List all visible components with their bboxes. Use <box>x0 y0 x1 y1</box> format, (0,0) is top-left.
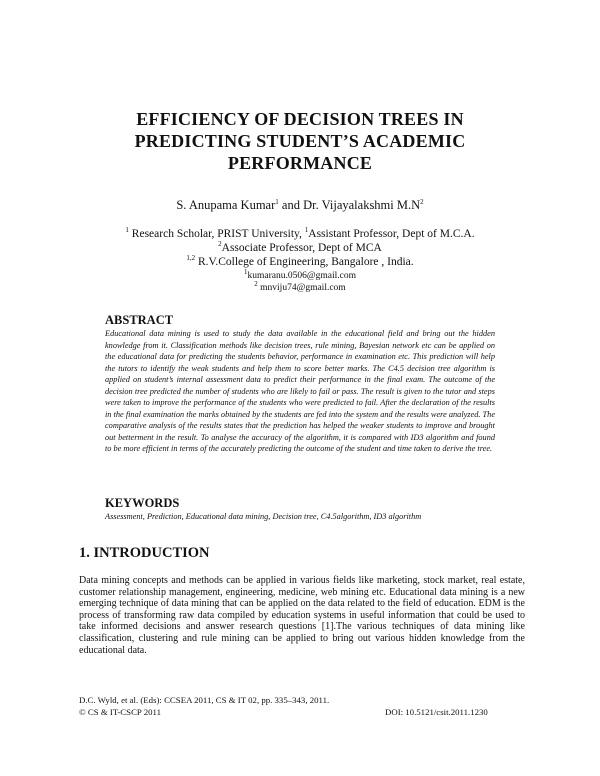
author-1: S. Anupama Kumar <box>176 198 276 212</box>
aff-sup: 1 <box>125 226 129 235</box>
title-line: PREDICTING STUDENT’S ACADEMIC <box>134 131 466 151</box>
footer-copyright: © CS & IT-CSCP 2011 <box>79 707 161 717</box>
email-line-2 <box>0 279 600 293</box>
affiliation-line-3 <box>0 256 600 268</box>
email-sup: 2 <box>254 279 258 288</box>
author-2-sup: 2 <box>420 197 424 206</box>
section-heading: 1. INTRODUCTION <box>79 545 210 561</box>
aff-sup: 1 <box>304 226 309 235</box>
footer-citation: D.C. Wyld, et al. (Eds): CCSEA 2011, CS & IT 02, pp. 335–343, 2011. <box>79 695 330 705</box>
aff-text: Research Scholar, PRIST University, <box>128 228 305 240</box>
aff-sup: 2 <box>218 240 222 249</box>
title-line: EFFICIENCY OF DECISION TREES IN <box>136 109 464 129</box>
title-line: PERFORMANCE <box>227 153 373 173</box>
affiliation-line-2 <box>0 242 600 254</box>
paper-title <box>70 108 530 174</box>
author-2: and Dr. Vijayalakshmi M.N <box>278 198 421 212</box>
email-line-1 <box>0 267 600 281</box>
email-sup: 1 <box>244 267 248 276</box>
abstract-heading: ABSTRACT <box>105 313 174 327</box>
keywords-text: Assessment, Prediction, Educational data mining, Decision tree, C4.5algorithm, ID3 algorithm <box>105 512 422 521</box>
footer-doi: DOI: 10.5121/csit.2011.1230 <box>385 707 488 717</box>
aff-text: R.V.College of Engineering, Bangalore , India. <box>195 256 414 268</box>
intro-paragraph: Data mining concepts and methods can be applied in various fields like marketing, stock market, real estate, customer relationship management, engineering, medicine, web mining etc. Educational data mining is a new emerging technique of data mining that can be applied on the data related to the field of education. EDM is the process of transforming raw data compiled by education systems in useful information that could be used to take informed decisions and answer research questions [1].The various techniques of data mining like classification, clustering and rule mining can be applied to bring out various hidden knowledge from the educational data. <box>79 575 525 656</box>
aff-text: Assistant Professor, Dept of M.C.A. <box>308 228 475 240</box>
affiliation-line-1 <box>0 228 600 240</box>
aff-sup: 1,2 <box>186 254 196 263</box>
email-1: kumaranu.0506@gmail.com <box>247 271 356 281</box>
abstract-text: Educational data mining is used to study the data available in the educational field and bring out the hidden knowledge from it. Classification methods like decision trees, rule mining, Bayesian network etc can be applied on the educational data for predicting the students behavior, performance in examination etc. This prediction will help the tutors to identify the weak students and help them to score better marks. The C4.5 decision tree algorithm is applied on student’s internal assessment data to predict their performance in the final exam. The outcome of the decision tree predicted the number of students who are likely to fail or pass. The result is given to the tutor and steps were taken to improve the performance of the students who were predicted to fail. After the declaration of the results in the final examination the marks obtained by the students are fed into the system and the results were analyzed. The comparative analysis of the results states that the prediction has helped the weaker students to improve and brought out betterment in the result. To analyse the accuracy of the algorithm, it is compared with ID3 algorithm and found to be more efficient in terms of the accurately predicting the outcome of the student and time taken to derive the tree. <box>105 329 495 453</box>
aff-text: Associate Professor, Dept of MCA <box>221 242 382 254</box>
author-line <box>0 198 600 213</box>
email-2: mnviju74@gmail.com <box>257 283 346 293</box>
keywords-heading: KEYWORDS <box>105 496 180 510</box>
author-1-sup: 1 <box>275 197 279 206</box>
